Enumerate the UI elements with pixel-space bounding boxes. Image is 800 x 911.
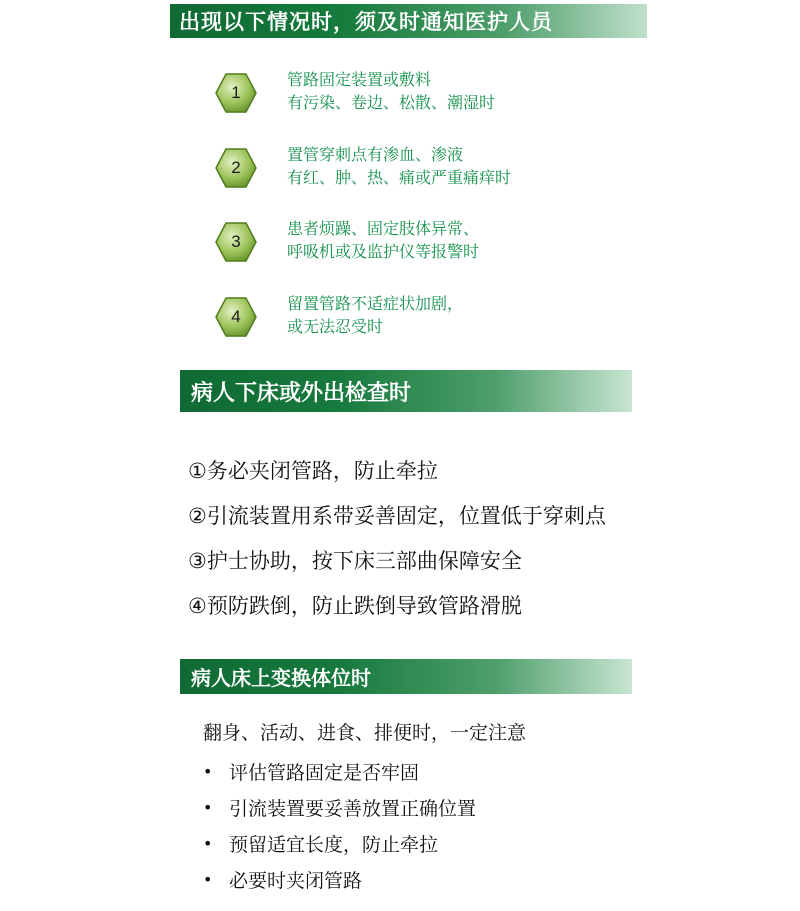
section1-title: 出现以下情况时，须及时通知医护人员 <box>179 10 553 34</box>
list-item <box>203 753 476 789</box>
bullet-icon: • <box>203 797 213 817</box>
list-item <box>203 789 476 825</box>
list-item: ②引流装置用系带妥善固定，位置低于穿刺点 <box>188 504 606 528</box>
section2-banner <box>180 370 632 412</box>
notice-item-1 <box>215 72 635 116</box>
hexagon-number: 2 <box>231 158 241 177</box>
list-item-text: 预留适宜长度，防止牵拉 <box>229 833 439 856</box>
notice-item-text <box>287 292 463 338</box>
hexagon-number: 1 <box>231 83 241 102</box>
list-item: ④预防跌倒，防止跌倒导致管路滑脱 <box>188 594 522 618</box>
notice-item-text <box>287 143 511 189</box>
notice-item-line2: 有红、肿、热、痛或严重痛痒时 <box>287 168 512 187</box>
list-item-text: 评估管路固定是否牢固 <box>229 761 420 784</box>
section1-banner <box>170 4 647 38</box>
bullet-icon: • <box>203 833 213 853</box>
list-item-text: 引流装置要妥善放置正确位置 <box>229 797 477 820</box>
hexagon-number: 3 <box>231 232 241 251</box>
list-item <box>203 825 476 861</box>
notice-item-line2: 或无法忍受时 <box>287 317 384 336</box>
notice-item-line2: 有污染、卷边、松散、潮湿时 <box>287 93 496 112</box>
hexagon-badge-4 <box>215 297 257 337</box>
notice-item-line1: 管路固定装置或敷料 <box>287 70 432 89</box>
notice-item-3 <box>215 221 635 265</box>
notice-item-text <box>287 68 495 114</box>
bullet-icon: • <box>203 761 213 781</box>
hexagon-badge-2 <box>215 148 257 188</box>
list-item: ③护士协助，按下床三部曲保障安全 <box>188 549 522 573</box>
notice-item-line1: 患者烦躁、固定肢体异常、 <box>287 219 480 238</box>
section2-title: 病人下床或外出检查时 <box>191 380 412 406</box>
hexagon-badge-1 <box>215 73 257 113</box>
notice-item-line2: 呼吸机或及监护仪等报警时 <box>287 242 480 261</box>
bullet-icon: • <box>203 869 213 889</box>
list-item-text: 必要时夹闭管路 <box>229 869 363 892</box>
position-change-list <box>203 753 476 897</box>
notice-item-line1: 留置管路不适症状加剧， <box>287 294 464 313</box>
section3-title: 病人床上变换体位时 <box>191 666 371 690</box>
bed-exit-list <box>188 449 606 629</box>
section3-banner <box>180 659 632 694</box>
hexagon-number: 4 <box>231 307 241 326</box>
notice-item-4 <box>215 296 635 340</box>
notice-item-line1: 置管穿刺点有渗血、渗液 <box>287 145 464 164</box>
notice-item-2 <box>215 147 635 191</box>
section3-intro: 翻身、活动、进食、排便时，一定注意 <box>203 722 527 744</box>
list-item: ①务必夹闭管路，防止牵拉 <box>188 459 438 483</box>
hexagon-badge-3 <box>215 222 257 262</box>
notice-item-text <box>287 217 479 263</box>
list-item <box>203 861 476 897</box>
